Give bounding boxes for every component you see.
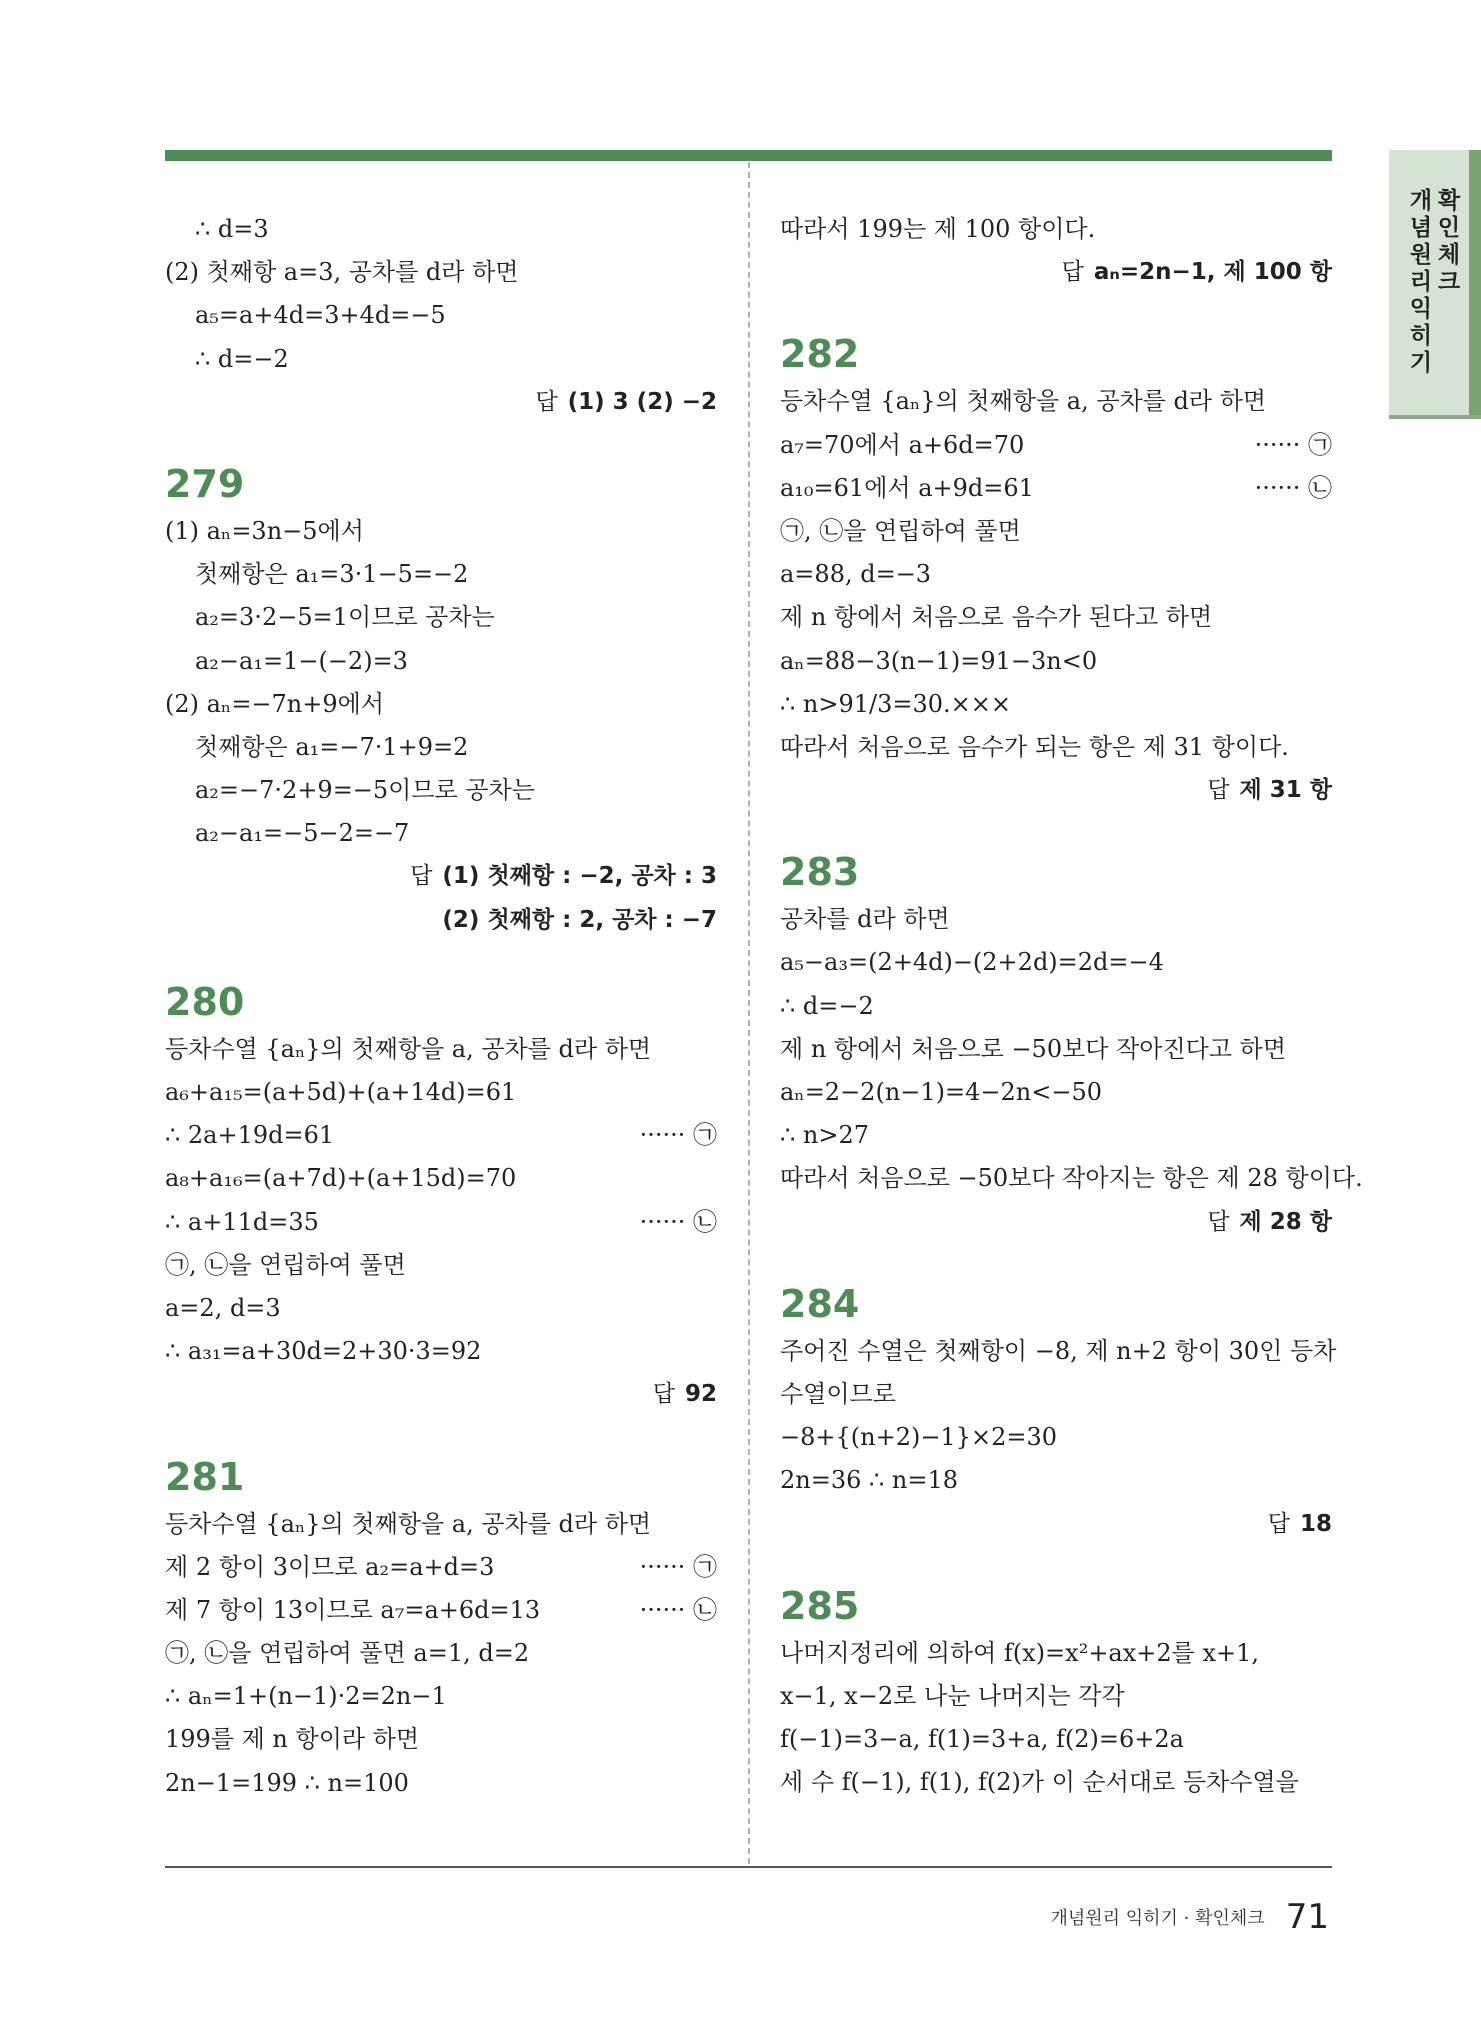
solution-line	[780, 1718, 1332, 1761]
solution-line	[165, 1503, 717, 1546]
answer-line	[165, 855, 717, 898]
side-tab-text-b: 확 인 체 크	[1437, 188, 1461, 295]
solution-text: 제 7 항이 13이므로 a₇=a+6d=13	[165, 1595, 541, 1624]
solution-line	[165, 1028, 717, 1071]
answer-value: 92	[684, 1381, 717, 1408]
solution-line	[780, 985, 1332, 1028]
solution-text: ∴ d=−2	[780, 991, 874, 1020]
solution-text: −8+{(n+2)−1}×2=30	[780, 1423, 1057, 1452]
solution-text: aₙ=88−3(n−1)=91−3n<0	[780, 646, 1098, 675]
solution-text: a₅=a+4d=3+4d=−5	[195, 301, 446, 330]
solution-line	[780, 683, 1332, 726]
equation-marker: ······ ㉡	[639, 1595, 717, 1624]
solution-text: ∴ aₙ=1+(n−1)·2=2n−1	[165, 1682, 447, 1711]
solution-line	[165, 1546, 717, 1589]
problem-number: 281	[165, 1454, 245, 1499]
solution-line	[165, 1675, 717, 1718]
solution-text: 199를 제 n 항이라 하면	[165, 1725, 420, 1754]
solution-text: a=2, d=3	[165, 1293, 281, 1322]
solution-text: (2) 첫째항 a=3, 공차를 d라 하면	[165, 258, 519, 287]
solution-line	[780, 1416, 1332, 1459]
solution-text: ㉠, ㉡을 연립하여 풀면	[780, 516, 1021, 545]
solution-line	[165, 1762, 717, 1805]
solution-text: 세 수 f(−1), f(1), f(2)가 이 순서대로 등차수열을	[780, 1768, 1299, 1797]
problem-number: 284	[780, 1281, 860, 1326]
answer-line	[780, 251, 1332, 294]
page-footer	[1050, 1897, 1329, 1937]
solution-text: 등차수열 {aₙ}의 첫째항을 a, 공차를 d라 하면	[165, 1034, 652, 1063]
side-tab-text-a: 개 념 원 리 익 히 기	[1409, 188, 1433, 376]
solution-text: a₈+a₁₆=(a+7d)+(a+15d)=70	[165, 1164, 517, 1193]
answer-label: 답	[535, 388, 558, 415]
solution-line	[165, 1632, 717, 1675]
solution-text: a₂=3·2−5=1이므로 공차는	[195, 603, 495, 632]
solution-line	[165, 510, 717, 553]
answer-value: (2) 첫째항 : 2, 공차 : −7	[442, 906, 717, 933]
solution-line	[780, 898, 1332, 941]
answer-line	[780, 1201, 1332, 1244]
answer-line	[780, 1503, 1332, 1546]
solution-text: aₙ=2−2(n−1)=4−2n<−50	[780, 1078, 1102, 1106]
solution-line	[165, 1157, 717, 1200]
solution-line	[780, 640, 1332, 683]
solution-text: ∴ n>27	[780, 1121, 870, 1150]
problem-number: 285	[780, 1583, 860, 1628]
solution-text: 따라서 처음으로 음수가 되는 항은 제 31 항이다.	[780, 732, 1289, 761]
right-column	[780, 208, 1363, 1804]
solution-line	[165, 338, 717, 381]
column-divider	[748, 162, 750, 1864]
problem-number: 282	[780, 332, 860, 377]
solution-line	[780, 596, 1332, 639]
problem-number: 283	[780, 850, 860, 895]
equation-marker: ······ ㉠	[639, 1552, 717, 1581]
bottom-rule	[165, 1866, 1332, 1868]
solution-text: a₁₀=61에서 a+9d=61	[780, 473, 1034, 502]
solution-text: 2n−1=199 ∴ n=100	[165, 1768, 409, 1797]
answer-value: (1) 첫째항 : −2, 공차 : 3	[442, 863, 717, 890]
solution-line	[780, 1157, 1363, 1200]
solution-line	[165, 208, 717, 251]
solution-line	[165, 1287, 717, 1330]
solution-text: 수열이므로	[780, 1379, 896, 1408]
solution-line	[780, 467, 1332, 510]
solution-line	[780, 1761, 1332, 1804]
equation-marker: ······ ㉡	[1254, 473, 1332, 502]
solution-text: (1) aₙ=3n−5에서	[165, 516, 364, 545]
equation-marker: ······ ㉠	[639, 1121, 717, 1150]
problem-number: 279	[165, 461, 245, 506]
solution-text: a₇=70에서 a+6d=70	[780, 430, 1025, 459]
answer-label: 답	[1207, 777, 1230, 804]
solution-line	[780, 1459, 1332, 1502]
solution-line	[165, 1589, 717, 1632]
solution-line	[780, 1632, 1332, 1675]
solution-text: a₆+a₁₅=(a+5d)+(a+14d)=61	[165, 1078, 517, 1106]
page-number: 71	[1285, 1897, 1329, 1937]
solution-line	[780, 380, 1332, 423]
solution-line	[780, 1675, 1332, 1718]
solution-line	[165, 553, 717, 596]
solution-line	[165, 1201, 717, 1244]
answer-line	[165, 381, 717, 424]
solution-text: ∴ n>91/3=30.×××	[780, 689, 1011, 718]
solution-line	[780, 424, 1332, 467]
answer-line	[165, 1373, 717, 1416]
solution-line	[165, 251, 717, 294]
answer-label: 답	[1267, 1510, 1290, 1537]
answer-value: aₙ=2n−1, 제 100 항	[1093, 259, 1332, 286]
problem-number: 280	[165, 979, 245, 1024]
section-side-tab	[1389, 150, 1481, 419]
solution-text: ∴ a+11d=35	[165, 1207, 319, 1236]
solution-text: 따라서 199는 제 100 항이다.	[780, 215, 1096, 243]
solution-line	[165, 294, 717, 337]
solution-text: 등차수열 {aₙ}의 첫째항을 a, 공차를 d라 하면	[165, 1509, 652, 1538]
solution-text: 주어진 수열은 첫째항이 −8, 제 n+2 항이 30인 등차	[780, 1336, 1337, 1365]
equation-marker: ······ ㉠	[1254, 430, 1332, 459]
solution-line	[780, 1373, 1332, 1416]
solution-line	[165, 1718, 717, 1761]
answer-line	[165, 899, 717, 942]
answer-label: 답	[1207, 1208, 1230, 1235]
solution-line	[165, 726, 717, 769]
equation-marker: ······ ㉡	[639, 1207, 717, 1236]
solution-text: ∴ d=−2	[195, 344, 289, 373]
solution-text: 등차수열 {aₙ}의 첫째항을 a, 공차를 d라 하면	[780, 387, 1267, 416]
solution-text: x−1, x−2로 나눈 나머지는 각각	[780, 1681, 1125, 1710]
side-tab-bar	[1469, 150, 1481, 415]
solution-line	[780, 1071, 1332, 1114]
solution-text: 나머지정리에 의하여 f(x)=x²+ax+2를 x+1,	[780, 1638, 1260, 1667]
answer-label: 답	[1061, 259, 1084, 286]
answer-value: 18	[1299, 1510, 1332, 1537]
solution-text: a₂−a₁=1−(−2)=3	[195, 646, 408, 675]
answer-value: 제 31 항	[1239, 777, 1332, 804]
answer-label: 답	[652, 1381, 675, 1408]
solution-text: a=88, d=−3	[780, 560, 932, 589]
answer-label: 답	[410, 863, 433, 890]
solution-line	[165, 1114, 717, 1157]
solution-text: 첫째항은 a₁=−7·1+9=2	[195, 732, 469, 761]
solution-text: a₂−a₁=−5−2=−7	[195, 819, 410, 848]
solution-text: ∴ a₃₁=a+30d=2+30·3=92	[165, 1337, 482, 1366]
solution-text: 제 n 항에서 처음으로 음수가 된다고 하면	[780, 603, 1213, 632]
solution-line	[780, 1114, 1332, 1157]
solution-text: 2n=36 ∴ n=18	[780, 1466, 959, 1495]
solution-text: 공차를 d라 하면	[780, 905, 950, 934]
solution-text: ㉠, ㉡을 연립하여 풀면	[165, 1250, 406, 1279]
solution-line	[165, 1071, 717, 1114]
solution-line	[780, 726, 1332, 769]
solution-line	[780, 510, 1332, 553]
solution-text: a₂=−7·2+9=−5이므로 공차는	[195, 776, 535, 805]
solution-text: ∴ 2a+19d=61	[165, 1121, 335, 1150]
solution-line	[165, 640, 717, 683]
solution-text: f(−1)=3−a, f(1)=3+a, f(2)=6+2a	[780, 1725, 1184, 1754]
solution-line	[780, 1028, 1332, 1071]
footer-section-title: 개념원리 익히기 · 확인체크	[1050, 1908, 1265, 1929]
solution-line	[780, 208, 1332, 251]
solution-text: (2) aₙ=−7n+9에서	[165, 689, 385, 718]
solution-text: a₅−a₃=(2+4d)−(2+2d)=2d=−4	[780, 948, 1164, 977]
left-column	[165, 208, 717, 1805]
solution-text: 따라서 처음으로 −50보다 작아지는 항은 제 28 항이다.	[780, 1164, 1363, 1193]
answer-value: (1) 3 (2) −2	[567, 388, 717, 415]
solution-text: 첫째항은 a₁=3·1−5=−2	[195, 560, 469, 589]
solution-text: ∴ d=3	[195, 215, 269, 243]
solution-text: ㉠, ㉡을 연립하여 풀면 a=1, d=2	[165, 1639, 530, 1668]
solution-line	[165, 683, 717, 726]
solution-text: 제 n 항에서 처음으로 −50보다 작아진다고 하면	[780, 1034, 1287, 1063]
answer-value: 제 28 항	[1239, 1208, 1332, 1235]
solution-line	[780, 553, 1332, 596]
solution-line	[165, 812, 717, 855]
solution-text: 제 2 항이 3이므로 a₂=a+d=3	[165, 1552, 495, 1581]
answer-line	[780, 769, 1332, 812]
solution-line	[780, 1330, 1337, 1373]
solution-line	[165, 769, 717, 812]
top-rule	[165, 150, 1332, 161]
solution-line	[780, 941, 1332, 984]
solution-line	[165, 596, 717, 639]
solution-line	[165, 1244, 717, 1287]
solution-line	[165, 1330, 717, 1373]
